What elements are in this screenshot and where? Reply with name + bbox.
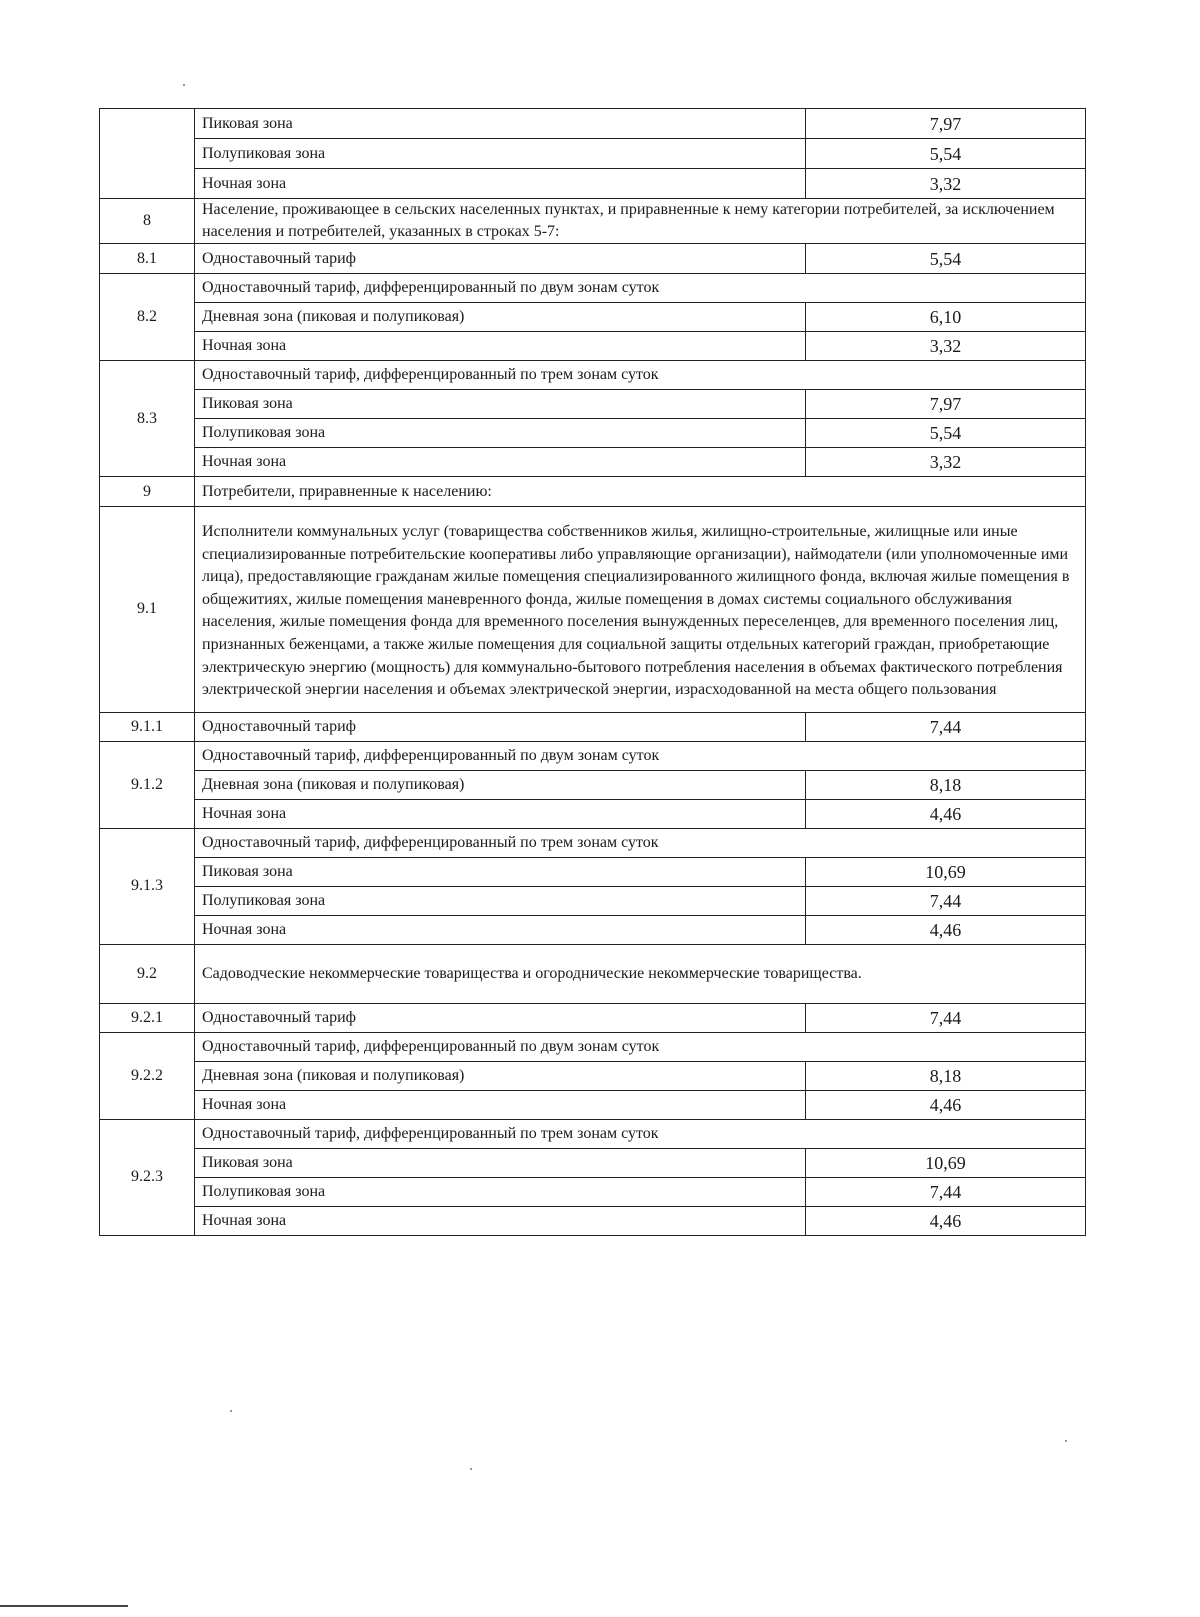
tariff-value: 3,32 — [806, 169, 1086, 199]
table-row — [100, 199, 1086, 244]
table-row — [100, 303, 1086, 332]
zone-label: Полупиковая зона — [195, 1177, 806, 1206]
tariff-type-heading: Одноставочный тариф, дифференцированный по двум зонам суток — [195, 274, 1086, 303]
table-row — [100, 332, 1086, 361]
table-row — [100, 244, 1086, 274]
category-description: Исполнители коммунальных услуг (товарищества собственников жилья, жилищно-строительные, жилищные или иные специализированные потребительские кооперативы либо управляющие организации), наймодатели (или уполномоченные ими лица), предоставляющие гражданам жилые помещения специализированного жилищного фонда, включая жилые помещения в общежитиях, жилые помещения маневренного фонда, жилые помещения в домах системы социального обслуживания населения, жилые помещения фонда для временного поселения вынужденных переселенцев, для временного поселения лиц, признанных беженцами, а также жилые помещения для социальной защиты отдельных категорий граждан, приобретающие электрическую энергию (мощность) для коммунально-бытового потребления населения в объемах фактического потребления электрической энергии населения и объемах электрической энергии, израсходованной на места общего пользования — [195, 507, 1086, 713]
table-row — [100, 507, 1086, 713]
tariff-value: 10,69 — [806, 1148, 1086, 1177]
zone-label: Ночная зона — [195, 1090, 806, 1119]
tariff-label: Одноставочный тариф — [195, 712, 806, 741]
table-row — [100, 448, 1086, 477]
zone-label: Ночная зона — [195, 915, 806, 944]
tariff-value: 5,54 — [806, 244, 1086, 274]
table-row — [100, 915, 1086, 944]
row-number: 8.1 — [100, 244, 195, 274]
table-row — [100, 1206, 1086, 1235]
zone-label: Пиковая зона — [195, 857, 806, 886]
tariff-label: Одноставочный тариф — [195, 244, 806, 274]
tariff-type-heading: Одноставочный тариф, дифференцированный по двум зонам суток — [195, 741, 1086, 770]
zone-label: Ночная зона — [195, 169, 806, 199]
tariff-value: 3,32 — [806, 448, 1086, 477]
tariff-value: 4,46 — [806, 799, 1086, 828]
zone-label: Пиковая зона — [195, 390, 806, 419]
tariff-value: 8,18 — [806, 770, 1086, 799]
zone-label: Пиковая зона — [195, 1148, 806, 1177]
scan-speck — [230, 1410, 232, 1412]
tariff-value: 7,44 — [806, 1177, 1086, 1206]
row-number: 9.2.2 — [100, 1032, 195, 1119]
table-row — [100, 1177, 1086, 1206]
zone-label: Полупиковая зона — [195, 419, 806, 448]
row-number: 9.2.3 — [100, 1119, 195, 1235]
table-row — [100, 477, 1086, 507]
table-row — [100, 169, 1086, 199]
table-row — [100, 944, 1086, 1003]
row-number: 8.3 — [100, 361, 195, 477]
tariff-label: Одноставочный тариф — [195, 1003, 806, 1032]
category-description: Население, проживающее в сельских населенных пунктах, и приравненные к нему категории потребителей, за исключением населения и потребителей, указанных в строках 5-7: — [195, 199, 1086, 244]
table-row — [100, 712, 1086, 741]
row-number: 9.1 — [100, 507, 195, 713]
scan-speck — [183, 84, 185, 86]
table-row — [100, 274, 1086, 303]
tariff-value: 4,46 — [806, 915, 1086, 944]
row-number: 9.2 — [100, 944, 195, 1003]
row-number: 8 — [100, 199, 195, 244]
table-row — [100, 1061, 1086, 1090]
zone-label: Ночная зона — [195, 1206, 806, 1235]
tariff-value: 3,32 — [806, 332, 1086, 361]
tariff-table — [99, 108, 1086, 1236]
zone-label: Дневная зона (пиковая и полупиковая) — [195, 1061, 806, 1090]
table-row — [100, 390, 1086, 419]
row-number: 9.1.2 — [100, 741, 195, 828]
zone-label: Дневная зона (пиковая и полупиковая) — [195, 770, 806, 799]
tariff-value: 8,18 — [806, 1061, 1086, 1090]
table-row — [100, 741, 1086, 770]
tariff-value: 5,54 — [806, 419, 1086, 448]
tariff-value: 4,46 — [806, 1090, 1086, 1119]
zone-label: Ночная зона — [195, 799, 806, 828]
zone-label: Полупиковая зона — [195, 886, 806, 915]
tariff-value: 4,46 — [806, 1206, 1086, 1235]
tariff-value: 5,54 — [806, 139, 1086, 169]
zone-label: Ночная зона — [195, 448, 806, 477]
table-row — [100, 1032, 1086, 1061]
zone-label: Дневная зона (пиковая и полупиковая) — [195, 303, 806, 332]
table-row — [100, 1148, 1086, 1177]
zone-label: Ночная зона — [195, 332, 806, 361]
table-row — [100, 857, 1086, 886]
tariff-type-heading: Одноставочный тариф, дифференцированный по двум зонам суток — [195, 1032, 1086, 1061]
table-row — [100, 799, 1086, 828]
tariff-type-heading: Одноставочный тариф, дифференцированный по трем зонам суток — [195, 828, 1086, 857]
row-number: 9.1.3 — [100, 828, 195, 944]
row-number: 9.1.1 — [100, 712, 195, 741]
row-number: 9 — [100, 477, 195, 507]
scan-speck — [470, 1468, 472, 1470]
category-description: Садоводческие некоммерческие товарищества и огороднические некоммерческие товарищества. — [195, 944, 1086, 1003]
tariff-value: 7,44 — [806, 712, 1086, 741]
table-row — [100, 886, 1086, 915]
tariff-value: 7,44 — [806, 1003, 1086, 1032]
table-row — [100, 1090, 1086, 1119]
tariff-value: 7,97 — [806, 109, 1086, 139]
tariff-type-heading: Одноставочный тариф, дифференцированный по трем зонам суток — [195, 361, 1086, 390]
table-row — [100, 770, 1086, 799]
table-row — [100, 1003, 1086, 1032]
tariff-value: 10,69 — [806, 857, 1086, 886]
table-row — [100, 109, 1086, 139]
zone-label: Полупиковая зона — [195, 139, 806, 169]
scan-edge-line — [0, 1605, 128, 1607]
row-number: 8.2 — [100, 274, 195, 361]
tariff-value: 7,97 — [806, 390, 1086, 419]
tariff-value: 7,44 — [806, 886, 1086, 915]
scan-speck — [1065, 1440, 1067, 1442]
table-row — [100, 361, 1086, 390]
table-row — [100, 828, 1086, 857]
zone-label: Пиковая зона — [195, 109, 806, 139]
tariff-type-heading: Одноставочный тариф, дифференцированный по трем зонам суток — [195, 1119, 1086, 1148]
table-row — [100, 1119, 1086, 1148]
row-number — [100, 109, 195, 199]
table-row — [100, 419, 1086, 448]
category-description: Потребители, приравненные к населению: — [195, 477, 1086, 507]
row-number: 9.2.1 — [100, 1003, 195, 1032]
table-row — [100, 139, 1086, 169]
tariff-value: 6,10 — [806, 303, 1086, 332]
